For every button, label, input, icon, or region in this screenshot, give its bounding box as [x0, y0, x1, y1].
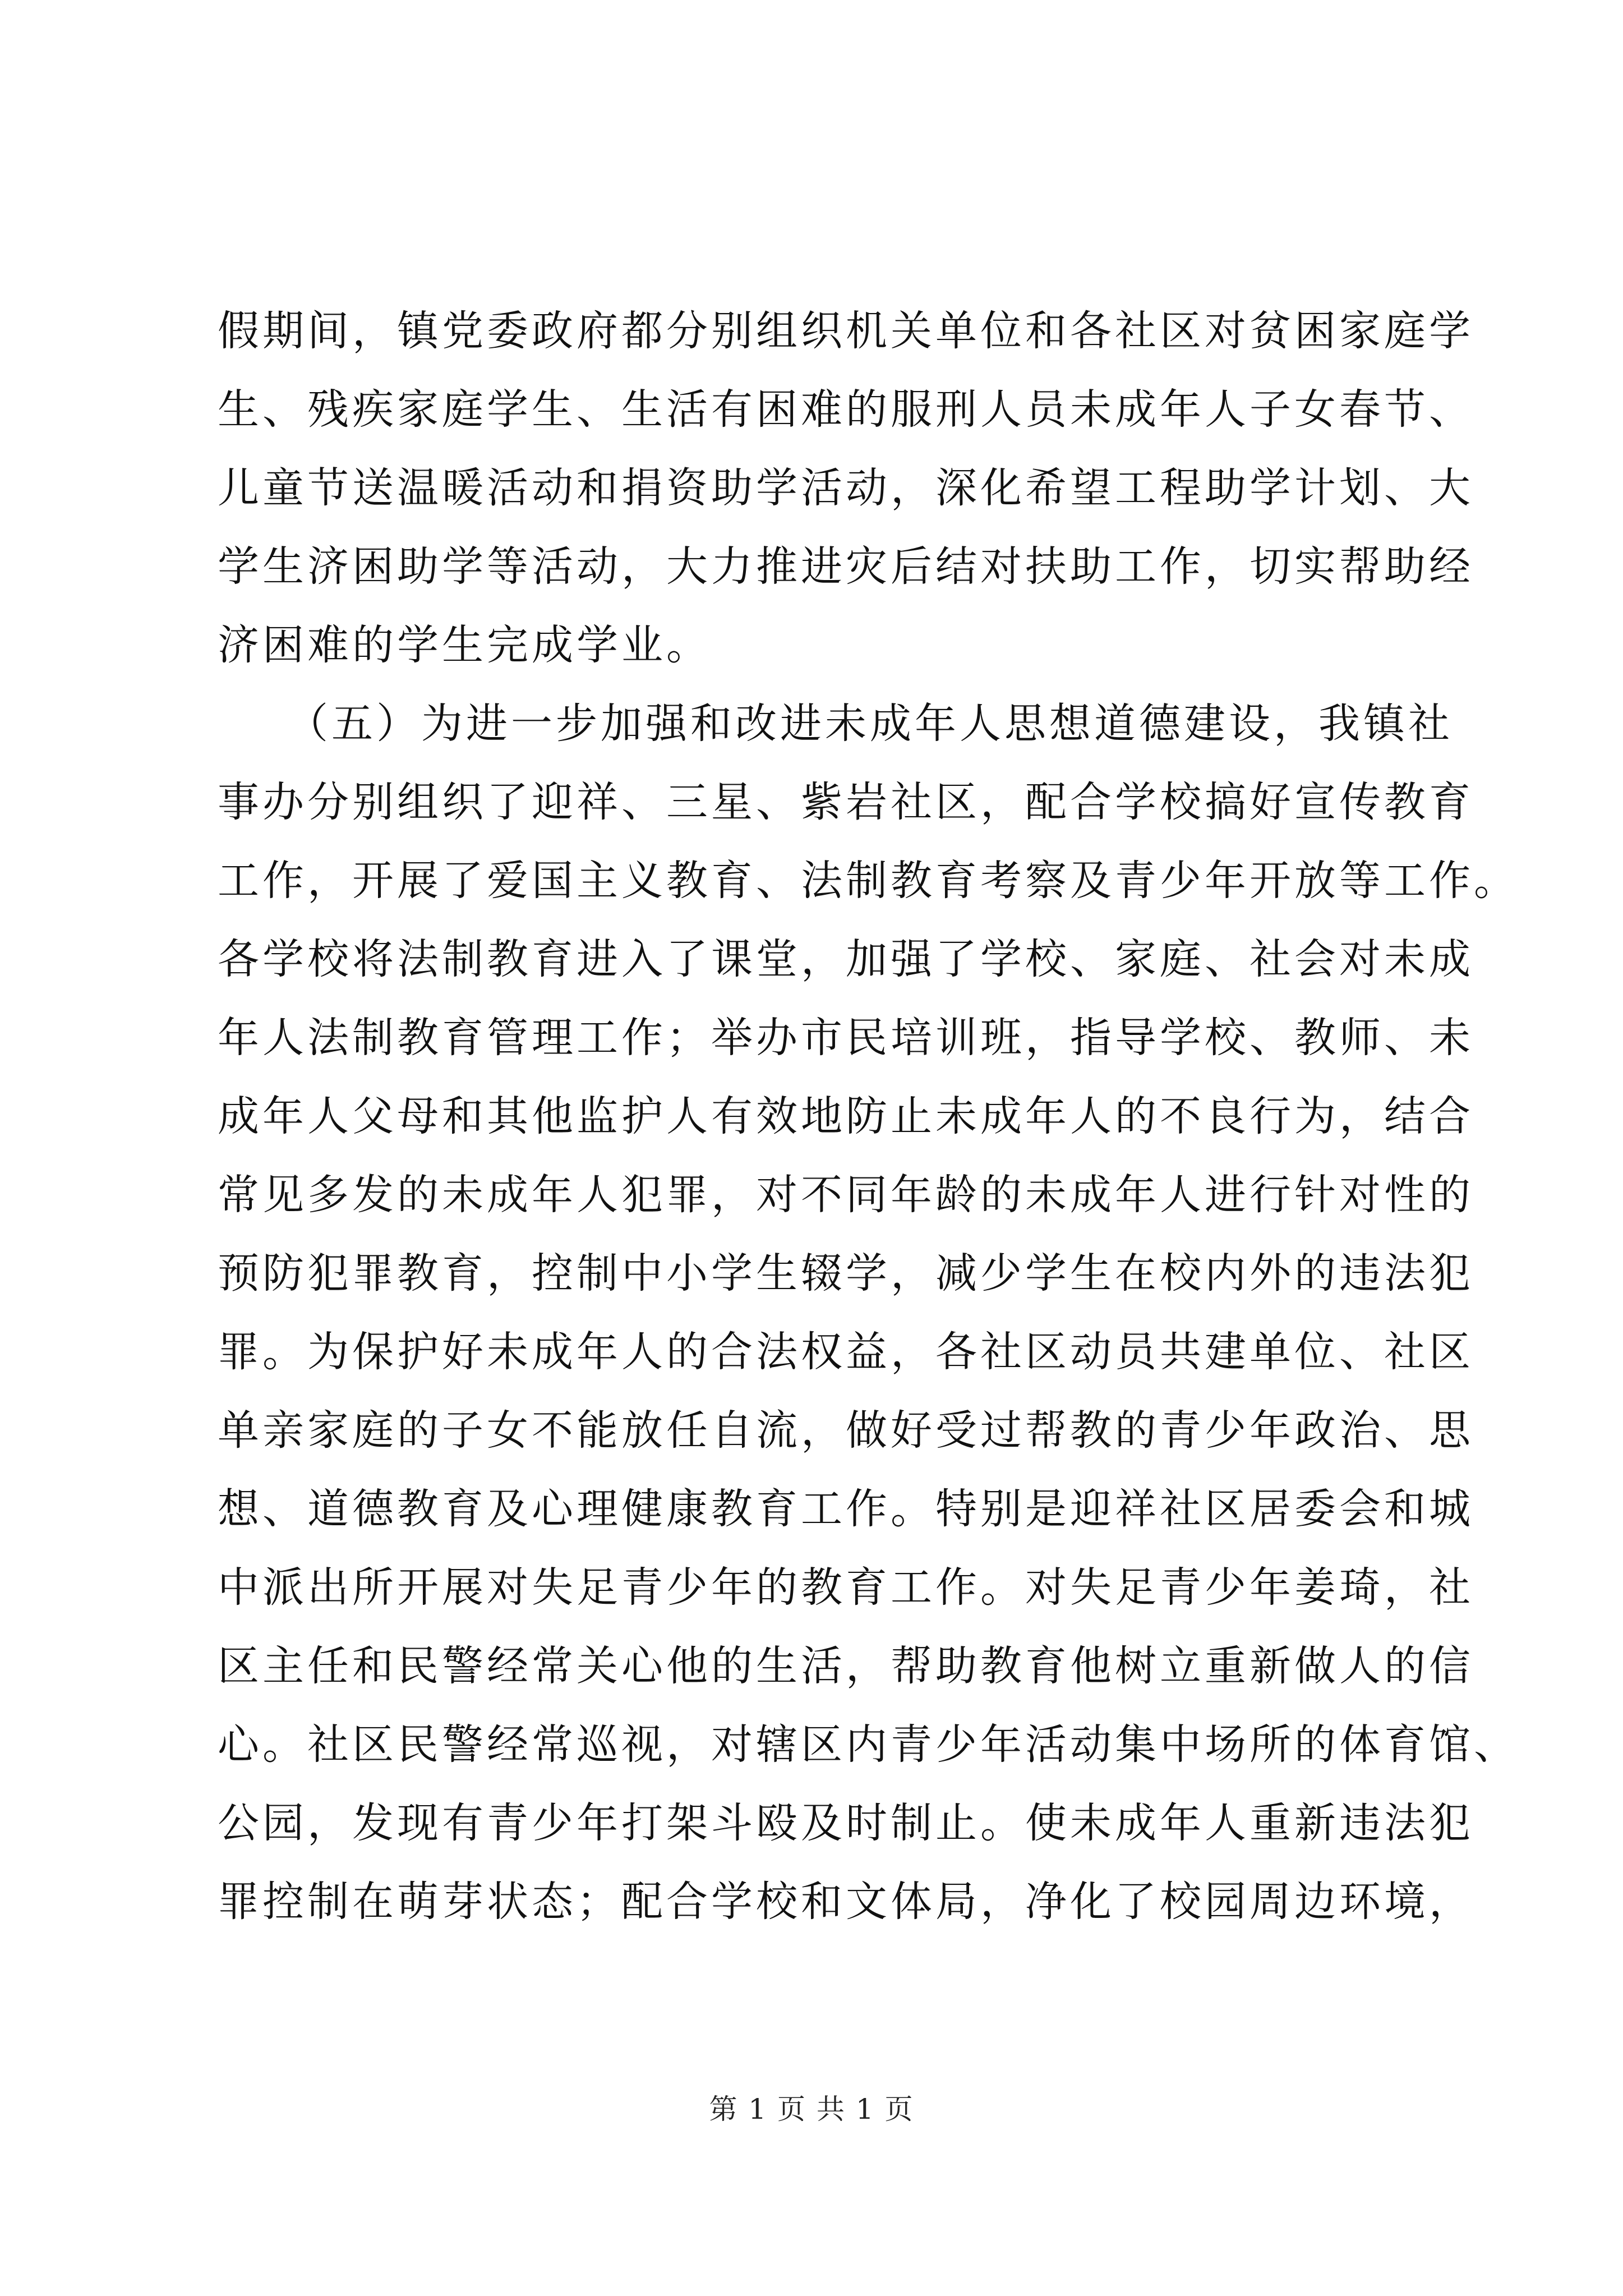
text-line: 成年人父母和其他监护人有效地防止未成年人的不良行为，结合 — [218, 1092, 1474, 1140]
text-line: 年人法制教育管理工作；举办市民培训班，指导学校、教师、未 — [218, 1014, 1474, 1062]
text-line: 罪。为保护好未成年人的合法权益，各社区动员共建单位、社区 — [218, 1328, 1474, 1376]
text-line: （五）为进一步加强和改进未成年人思想道德建设，我镇社 — [218, 700, 1453, 748]
text-line: 常见多发的未成年人犯罪，对不同年龄的未成年人进行针对性的 — [218, 1171, 1474, 1219]
text-line: 罪控制在萌芽状态；配合学校和文体局，净化了校园周边环境， — [218, 1878, 1474, 1926]
text-line: 预防犯罪教育，控制中小学生辍学，减少学生在校内外的违法犯 — [218, 1249, 1474, 1297]
text-line: 区主任和民警经常关心他的生活，帮助教育他树立重新做人的信 — [218, 1642, 1474, 1690]
text-line: 单亲家庭的子女不能放任自流，做好受过帮教的青少年政治、思 — [218, 1406, 1474, 1455]
text-line: 事办分别组织了迎祥、三星、紫岩社区，配合学校搞好宣传教育 — [218, 778, 1474, 826]
text-line: 儿童节送温暖活动和捐资助学活动，深化希望工程助学计划、大 — [218, 464, 1474, 512]
text-line: 想、道德教育及心理健康教育工作。特别是迎祥社区居委会和城 — [218, 1485, 1474, 1533]
body-text — [218, 292, 1519, 1941]
text-line: 学生济困助学等活动，大力推进灾后结对扶助工作，切实帮助经 — [218, 542, 1474, 591]
text-line: 假期间，镇党委政府都分别组织机关单位和各社区对贫困家庭学 — [218, 307, 1474, 355]
text-line: 生、残疾家庭学生、生活有困难的服刑人员未成年人子女春节、 — [218, 385, 1474, 434]
text-line: 中派出所开展对失足青少年的教育工作。对失足青少年姜琦，社 — [218, 1563, 1474, 1612]
text-line: 各学校将法制教育进入了课堂，加强了学校、家庭、社会对未成 — [218, 935, 1474, 983]
text-line: 济困难的学生完成学业。 — [218, 621, 711, 669]
page-number-footer: 第 1 页 共 1 页 — [709, 2093, 914, 2125]
text-line: 心。社区民警经常巡视，对辖区内青少年活动集中场所的体育馆、 — [218, 1720, 1519, 1769]
text-line: 工作，开展了爱国主义教育、法制教育考察及青少年开放等工作。 — [218, 857, 1519, 905]
text-line: 公园，发现有青少年打架斗殴及时制止。使未成年人重新违法犯 — [218, 1799, 1474, 1847]
